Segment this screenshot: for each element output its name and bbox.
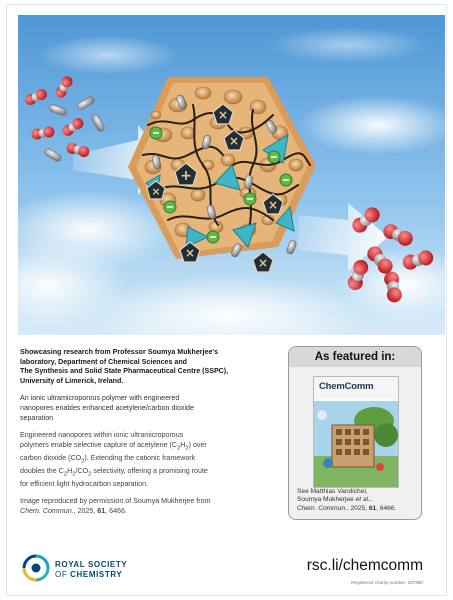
- svg-text:×: ×: [228, 134, 240, 148]
- rsc-logo-icon: [22, 554, 50, 582]
- showcase-statement: Showcasing research from Professor Soumya Mukherjee's laboratory, Department of Chemical Sciences and The Synthesis and Solid State Pharmaceutical Centre (SSPC), University of Limerick, Ireland.: [20, 348, 229, 385]
- svg-text:×: ×: [184, 246, 196, 260]
- rsc-name: ROYAL SOCIETY OF CHEMISTRY: [55, 560, 128, 579]
- svg-text:×: ×: [257, 256, 269, 270]
- featured-in-box: [288, 346, 422, 520]
- rsc-logo[interactable]: [22, 554, 172, 586]
- svg-text:+: +: [180, 168, 192, 184]
- cover-illustration: [18, 15, 445, 335]
- charity-number: Registered charity number: 207890: [351, 580, 423, 585]
- cover-artwork: [314, 401, 398, 487]
- polymer-separation-illustration: [18, 15, 445, 335]
- svg-text:×: ×: [267, 198, 279, 212]
- featured-in-heading: As featured in:: [289, 347, 421, 367]
- reproduction-credit: Image reproduced by permission of Soumya Mukherjee from Chem. Commun., 2025, 61, 6466.: [20, 497, 211, 515]
- journal-cover-thumbnail[interactable]: [313, 376, 399, 488]
- cover-journal-title: ChemComm: [319, 381, 374, 392]
- description-column: [20, 348, 278, 517]
- journal-url-link[interactable]: rsc.li/chemcomm: [306, 557, 423, 574]
- svg-text:×: ×: [151, 185, 161, 198]
- research-abstract: Engineered nanopores within ionic ultramicroporous polymers enable selective capture of acetylene $(C_2H_2)$ over carbon dioxide $(CO_2)$. Extending the cationic framework doubles the $C_2H_2/CO_2$ selectivity, offering a promising route for efficient light hydrocarbon separation.: [20, 431, 208, 488]
- svg-text:×: ×: [217, 108, 229, 122]
- article-reference: See Matthias Vandichel, Soumya Mukherjee et al., Chem. Commun., 2025, 61, 6466.: [297, 488, 397, 512]
- research-summary: An ionic ultramicroporous polymer with engineered nanopores enables enhanced acetylene/carbon dioxide separation: [20, 394, 194, 422]
